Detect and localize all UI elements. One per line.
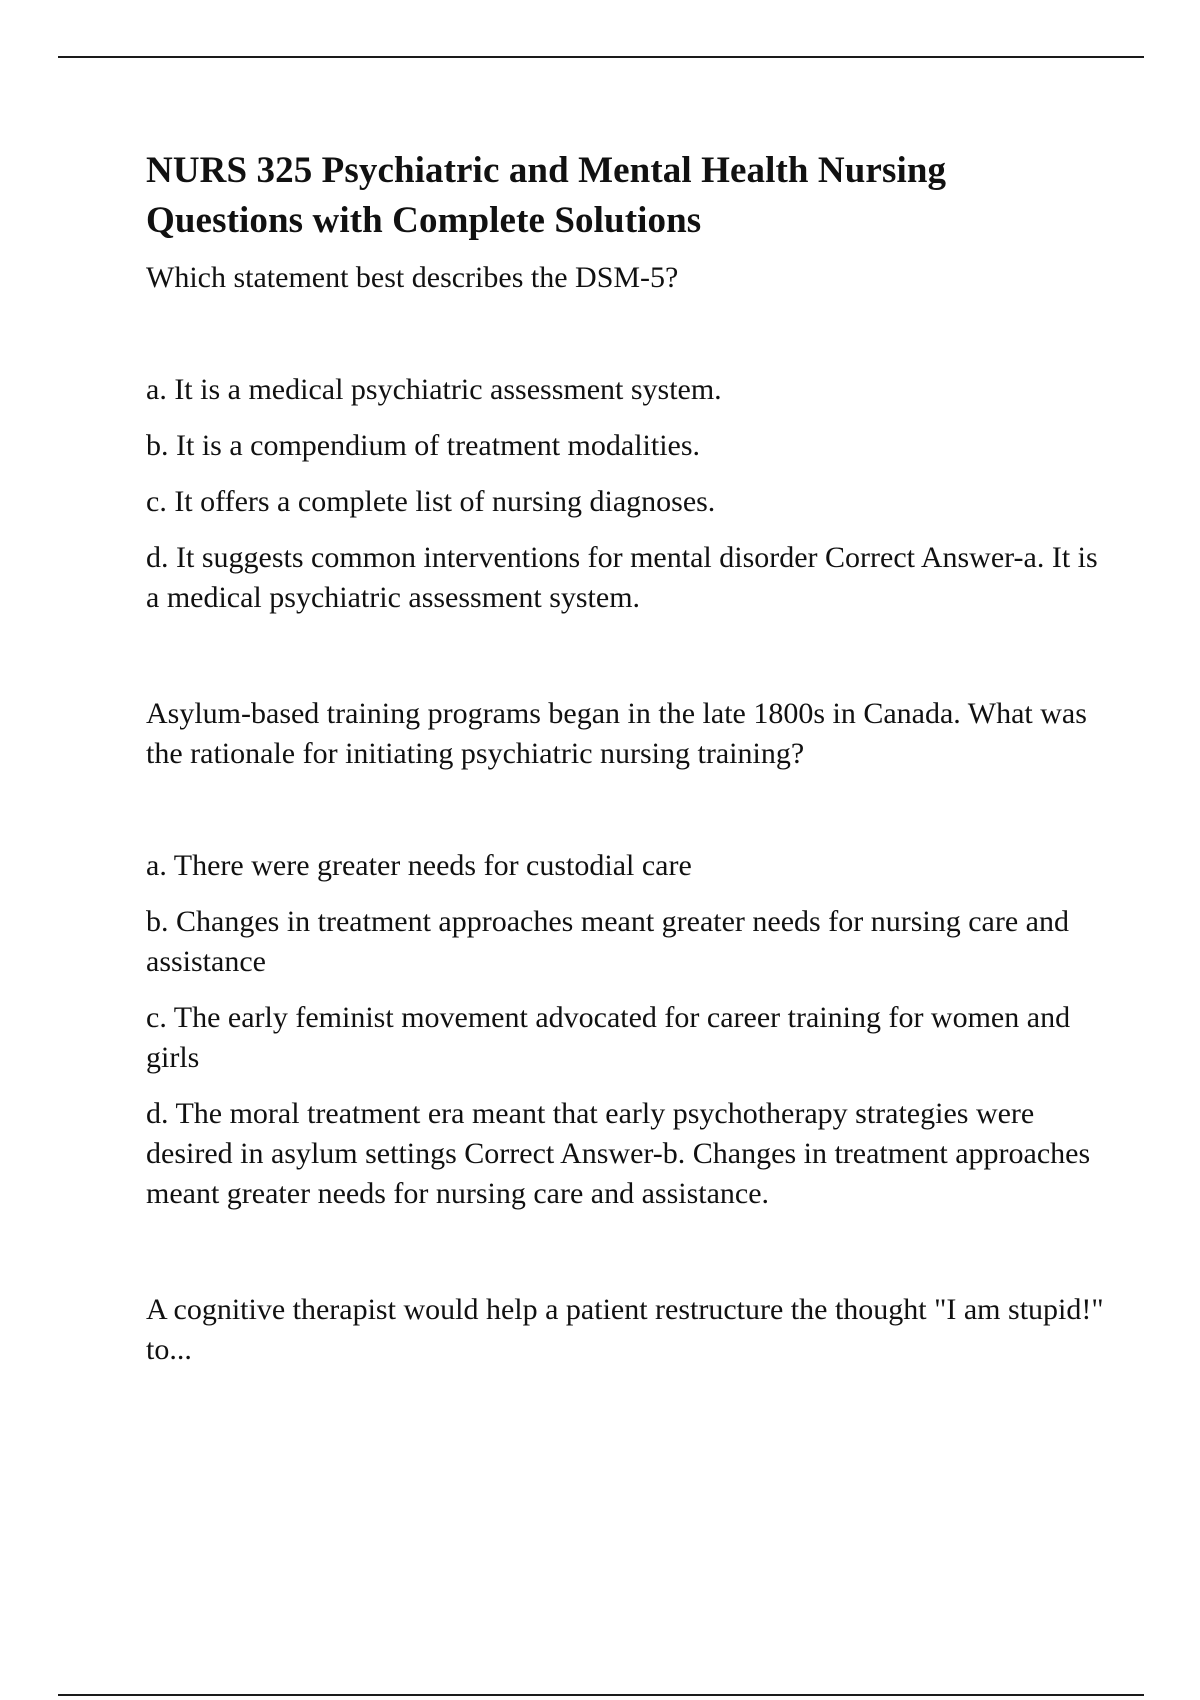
question-1-stem: Which statement best describes the DSM-5? <box>146 261 679 294</box>
question-2-option-a: a. There were greater needs for custodial care <box>146 849 692 882</box>
question-1-option-c: c. It offers a complete list of nursing diagnoses. <box>146 485 716 518</box>
question-1-option-d: d. It suggests common interventions for mental disorder Correct Answer-a. It is a medical psychiatric assessment system. <box>146 541 1098 614</box>
document-body <box>146 146 1106 1370</box>
question-2-option-d: d. The moral treatment era meant that early psychotherapy strategies were desired in asylum settings Correct Answer-b. Changes in treatment approaches meant greater needs for nursing care and assistance. <box>146 1097 1091 1210</box>
question-1-option-b: b. It is a compendium of treatment modalities. <box>146 429 701 462</box>
question-3-stem: A cognitive therapist would help a patient restructure the thought "I am stupid!" to... <box>146 1293 1104 1366</box>
bottom-divider <box>58 1694 1144 1696</box>
document-title <box>146 146 1106 246</box>
title-line-2: Questions with Complete Solutions <box>146 200 702 241</box>
question-2-option-c: c. The early feminist movement advocated for career training for women and girls <box>146 1001 1071 1074</box>
top-divider <box>58 56 1144 58</box>
question-1-option-a: a. It is a medical psychiatric assessment system. <box>146 373 722 406</box>
question-2-stem: Asylum-based training programs began in the late 1800s in Canada. What was the rationale for initiating psychiatric nursing training? <box>146 697 1087 770</box>
title-line-1: NURS 325 Psychiatric and Mental Health Nursing <box>146 150 947 191</box>
question-2-option-b: b. Changes in treatment approaches meant greater needs for nursing care and assistance <box>146 905 1069 978</box>
